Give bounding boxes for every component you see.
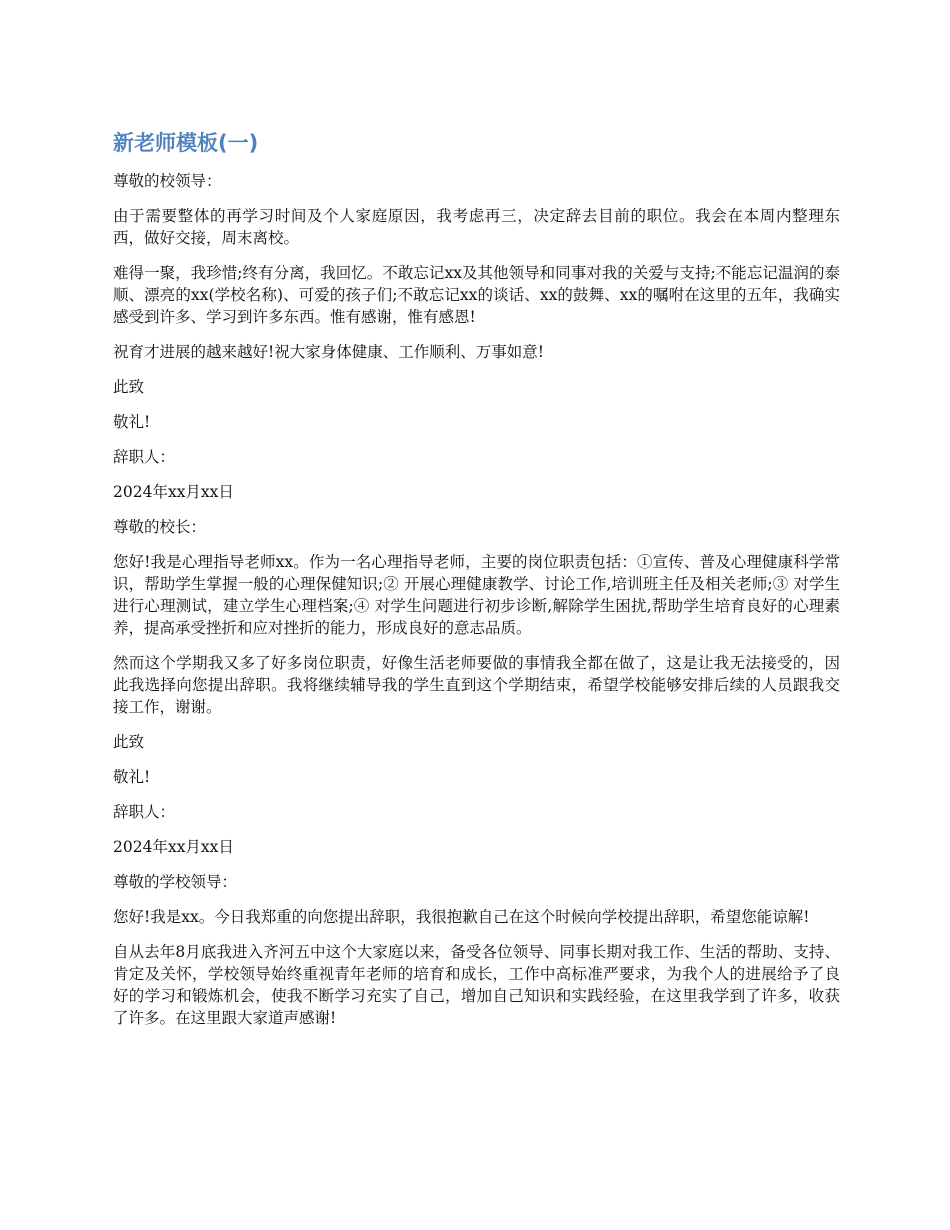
paragraph-wishes: 祝育才进展的越来越好!祝大家身体健康、工作顺利、万事如意!	[113, 343, 544, 361]
date-line-1: 2024年xx月xx日	[113, 483, 234, 501]
paragraph-thanks: 自从去年8月底我进入齐河五中这个大家庭以来，备受各位领导、同事长期对我工作、生活的帮助、支持、肯定及关怀，学校领导始终重视青年老师的培育和成长，工作中高标准严要求，为我个人的进展给予了良好的学习和锻炼机会，使我不断学习充实了自己，增加自己知识和实践经验，在这里我学到了许多，收获了许多。在这里跟大家道声感谢!	[113, 943, 840, 1027]
paragraph-extra-duties: 然而这个学期我又多了好多岗位职责，好像生活老师要做的事情我全都在做了，这是让我无法接受的，因此我选择向您提出辞职。我将继续辅导我的学生直到这个学期结束，希望学校能够安排后续的人员跟我交接工作，谢谢。	[113, 654, 840, 716]
paragraph-gratitude: 难得一聚，我珍惜;终有分离，我回忆。不敢忘记xx及其他领导和同事对我的关爱与支持;不能忘记温润的泰顺、漂亮的xx(学校名称)、可爱的孩子们;不敢忘记xx的谈话、xx的鼓舞、xx的嘱咐在这里的五年，我确实感受到许多、学习到许多东西。惟有感谢，惟有感恩!	[113, 264, 840, 326]
closing-jingli-1: 敬礼!	[113, 413, 151, 431]
document-body	[113, 126, 840, 1042]
date-line-2: 2024年xx月xx日	[113, 838, 234, 856]
closing-jingli-2: 敬礼!	[113, 768, 151, 786]
salutation-1: 尊敬的校领导：	[113, 172, 222, 190]
salutation-3: 尊敬的学校领导：	[113, 873, 238, 891]
paragraph-resign-reason: 由于需要整体的再学习时间及个人家庭原因，我考虑再三，决定辞去目前的职位。我会在本周内整理东西，做好交接，周末离校。	[113, 207, 840, 247]
closing-cizhi-2: 此致	[113, 733, 145, 751]
paragraph-duties: 您好!我是心理指导老师xx。作为一名心理指导老师，主要的岗位职责包括：①宣传、普及心理健康科学常识，帮助学生掌握一般的心理保健知识;② 开展心理健康教学、讨论工作,培训班主任及相关老师;③ 对学生进行心理测试，建立学生心理档案;④ 对学生问题进行初步诊断,解除学生困扰,帮助学生培育良好的心理素养，提高承受挫折和应对挫折的能力，形成良好的意志品质。	[113, 553, 840, 637]
salutation-2: 尊敬的校长：	[113, 518, 207, 536]
signature-label-1: 辞职人：	[113, 448, 176, 466]
signature-label-2: 辞职人：	[113, 803, 176, 821]
document-title: 新老师模板(一)	[113, 131, 259, 155]
paragraph-apology: 您好!我是xx。今日我郑重的向您提出辞职，我很抱歉自己在这个时候向学校提出辞职，希望您能谅解!	[113, 908, 810, 926]
closing-cizhi-1: 此致	[113, 378, 145, 396]
